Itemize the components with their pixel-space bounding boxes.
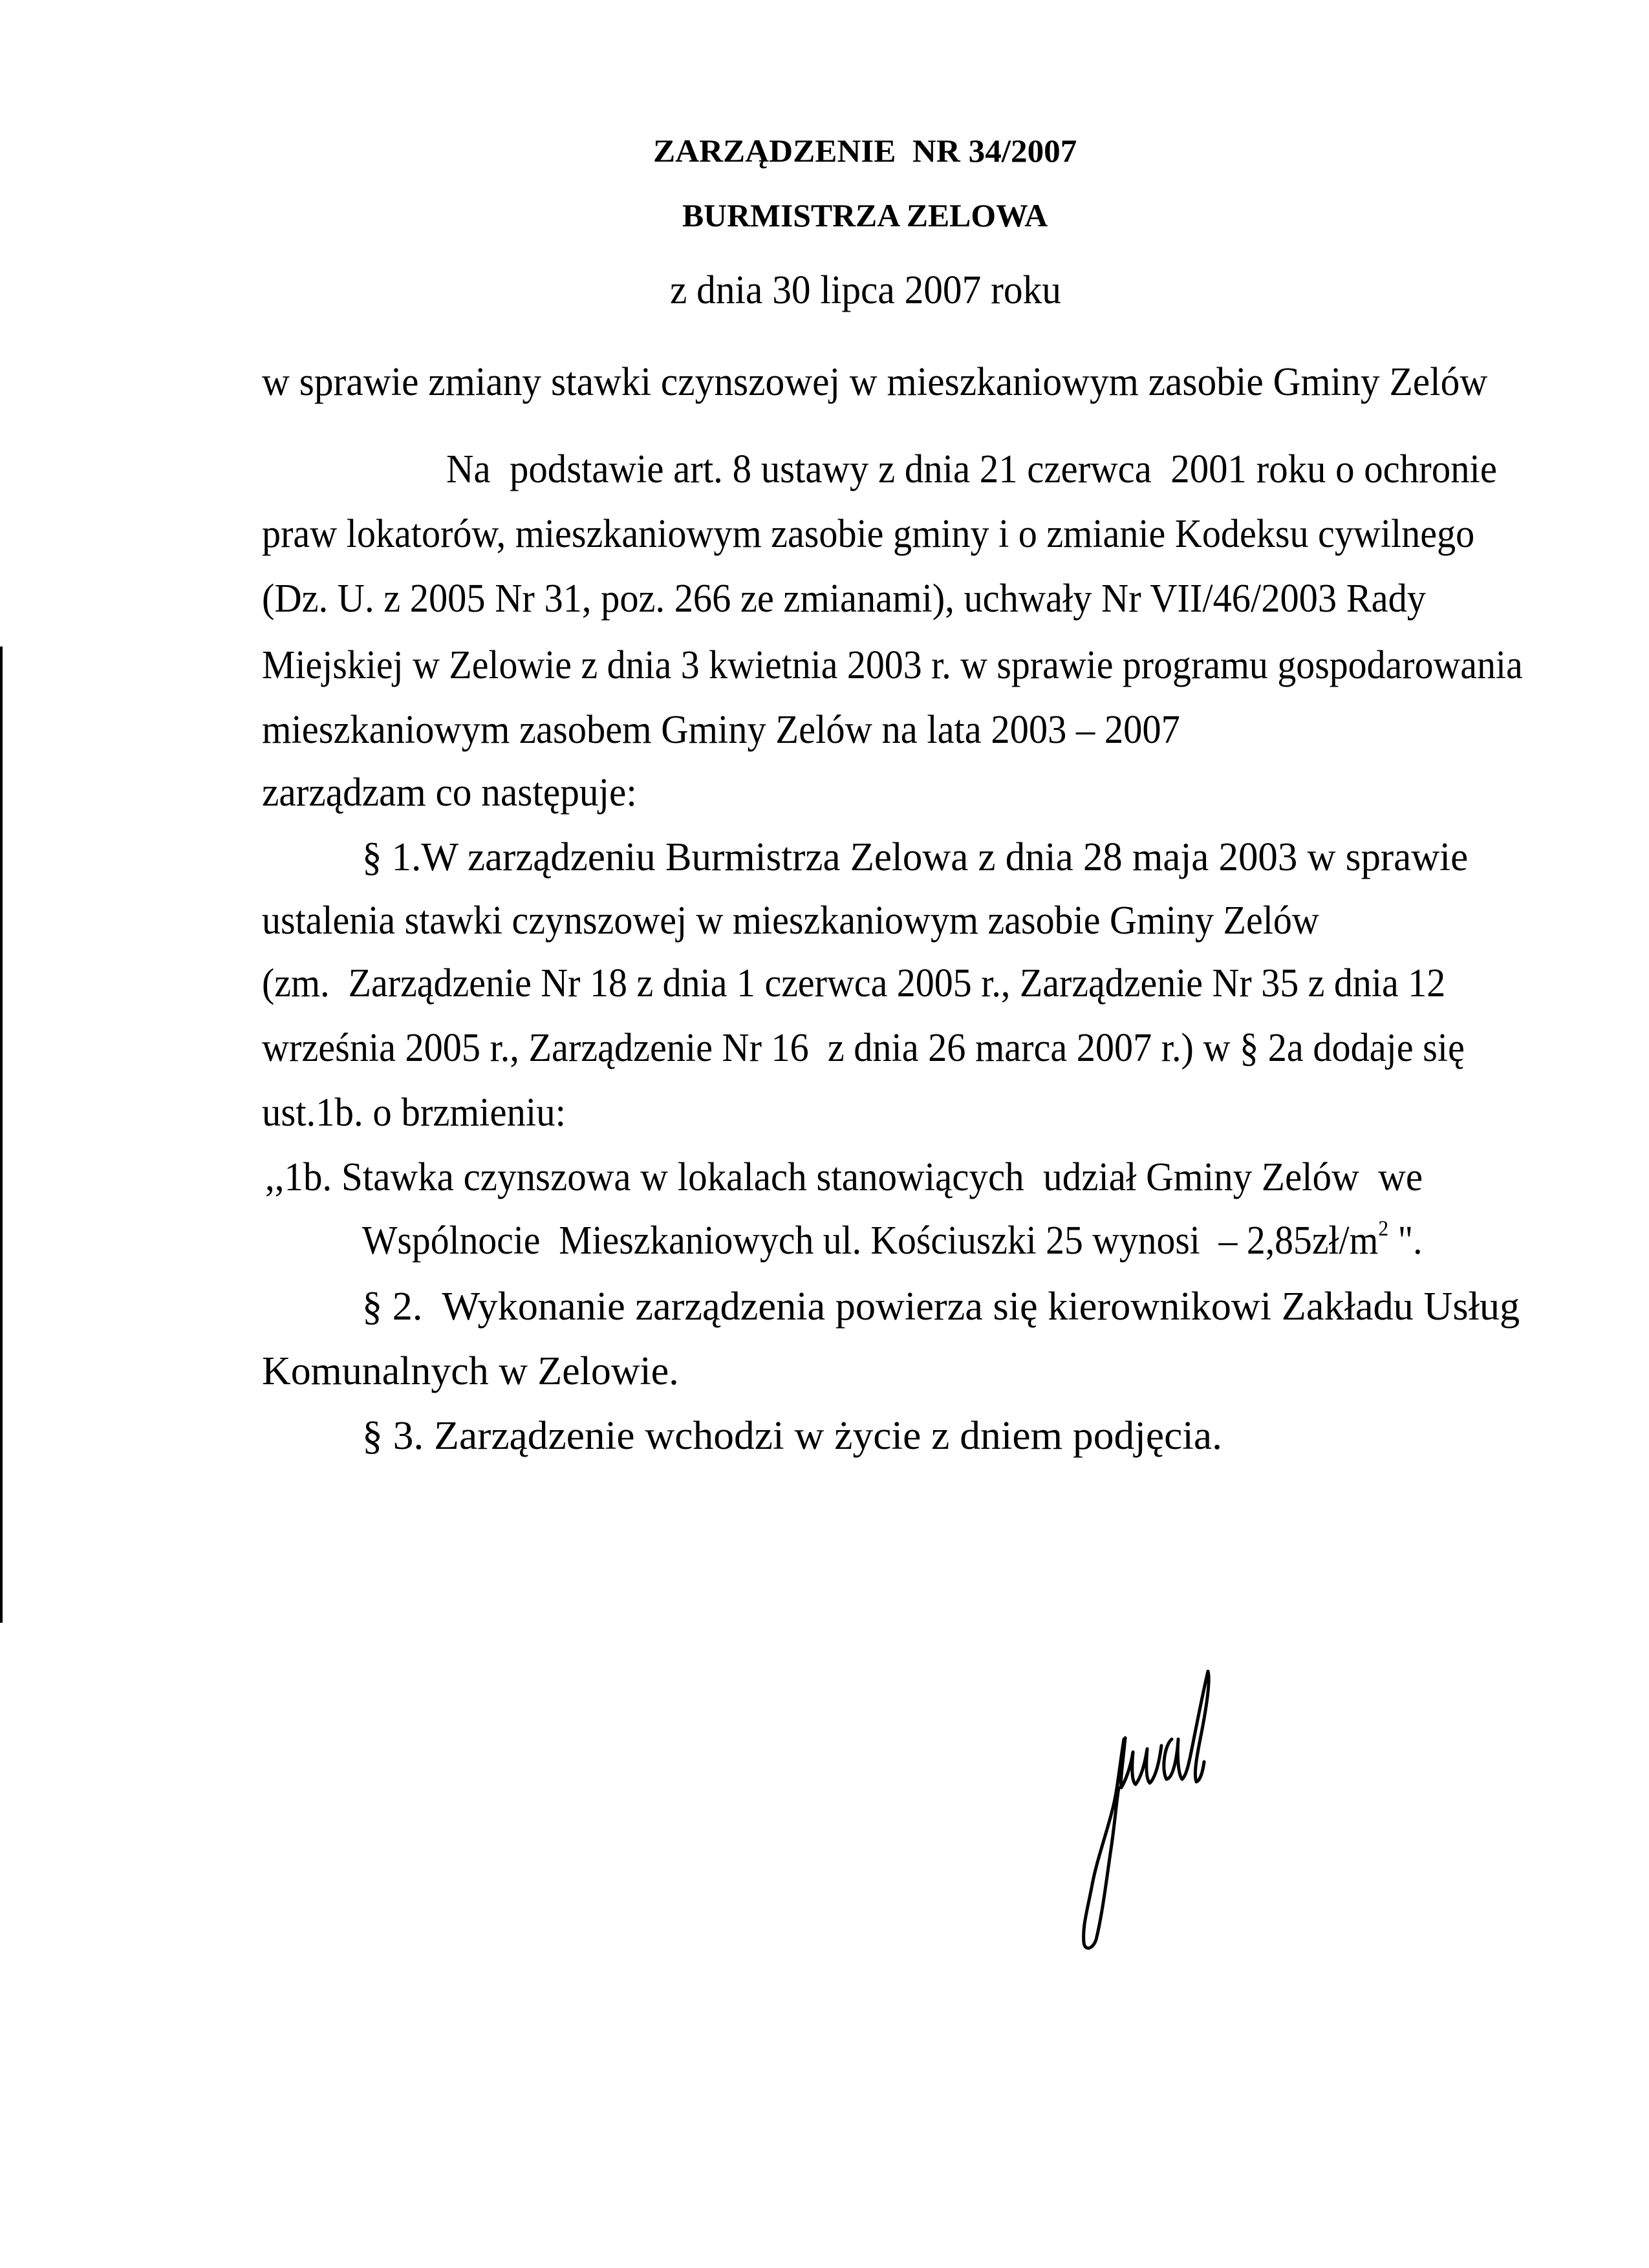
section-3-line: § 3. Zarządzenie wchodzi w życie z dniem podjęcia. — [362, 1414, 1223, 1458]
preamble-line: Miejskiej w Zelowie z dnia 3 kwietnia 2003 r. w sprawie programu gospodarowania — [262, 643, 1523, 687]
quote-line-1: ,,1b. Stawka czynszowa w lokalach stanowiących udział Gminy Zelów we — [265, 1155, 1423, 1199]
superscript-2: 2 — [1378, 1217, 1389, 1241]
signature-letters — [1121, 1738, 1161, 1788]
preamble-line: (Dz. U. z 2005 Nr 31, poz. 266 ze zmianami), uchwały Nr VII/46/2003 Rady — [262, 577, 1427, 621]
scan-border — [0, 647, 3, 1623]
signature-final — [1164, 1671, 1209, 1782]
preamble-line: Na podstawie art. 8 ustawy z dnia 21 czerwca 2001 roku o ochronie — [446, 447, 1498, 491]
section-1-line: ustalenia stawki czynszowej w mieszkaniowym zasobie Gminy Zelów — [262, 899, 1319, 943]
section-2-line: Komunalnych w Zelowie. — [262, 1349, 679, 1393]
section-1-line: września 2005 r., Zarządzenie Nr 16 z dnia 26 marca 2007 r.) w § 2a dodaje się — [262, 1026, 1465, 1070]
section-1-line: § 1.W zarządzeniu Burmistrza Zelowa z dnia 28 maja 2003 w sprawie — [362, 835, 1469, 879]
document-subject: w sprawie zmiany stawki czynszowej w mieszkaniowym zasobie Gminy Zelów — [262, 360, 1488, 404]
signature-loop — [1084, 1739, 1124, 1948]
preamble-line: praw lokatorów, mieszkaniowym zasobie gminy i o zmianie Kodeksu cywilnego — [262, 512, 1475, 556]
quote-line-2 — [362, 1217, 1423, 1263]
document-title: ZARZĄDZENIE NR 34/2007 — [652, 133, 1077, 169]
section-1-line: ust.1b. o brzmieniu: — [262, 1091, 566, 1135]
document-date: z dnia 30 lipca 2007 roku — [669, 268, 1061, 312]
quote-line-2-text: Wspólnocie Mieszkaniowych ul. Kościuszki 25 wynosi – 2,85zł/m — [362, 1219, 1379, 1263]
handwritten-signature — [1035, 1642, 1293, 1965]
section-2-line: § 2. Wykonanie zarządzenia powierza się kierownikowi Zakładu Usług — [362, 1285, 1520, 1329]
closing-quote: ". — [1388, 1219, 1423, 1263]
preamble-line: zarządzam co następuje: — [262, 771, 637, 815]
issuer-heading: BURMISTRZA ZELOWA — [682, 197, 1048, 233]
section-1-line: (zm. Zarządzenie Nr 18 z dnia 1 czerwca 2005 r., Zarządzenie Nr 35 z dnia 12 — [262, 961, 1446, 1005]
preamble-line: mieszkaniowym zasobem Gminy Zelów na lata 2003 – 2007 — [262, 708, 1180, 752]
